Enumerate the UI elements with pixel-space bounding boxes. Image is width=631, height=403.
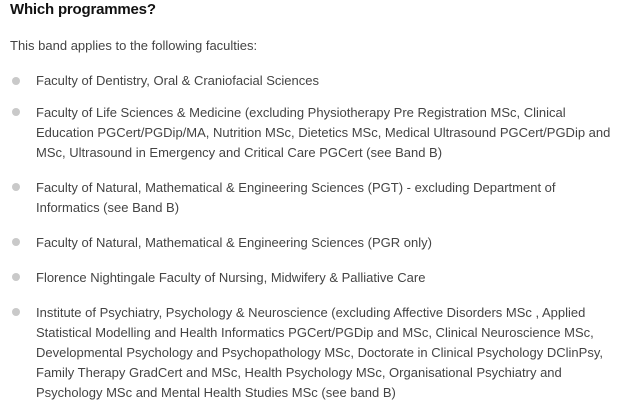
list-item — [10, 303, 621, 403]
list-item — [10, 233, 621, 253]
bullet-icon — [12, 108, 20, 116]
faculty-list — [10, 72, 621, 403]
faculty-nmes-pgt: Faculty of Natural, Mathematical & Engineering Sciences (PGT) - excluding Department of Informatics (see Band B) — [36, 180, 556, 215]
bullet-icon — [12, 308, 20, 316]
list-item — [10, 72, 621, 90]
faculty-dentistry: Faculty of Dentistry, Oral & Craniofacial Sciences — [36, 73, 319, 88]
list-item — [10, 178, 621, 218]
faculty-nursing: Florence Nightingale Faculty of Nursing, Midwifery & Palliative Care — [36, 270, 426, 285]
bullet-icon — [12, 273, 20, 281]
list-item — [10, 268, 621, 288]
faculty-life-sciences: Faculty of Life Sciences & Medicine (excluding Physiotherapy Pre Registration MSc, Clinical Education PGCert/PGDip/MA, Nutrition MSc, Dietetics MSc, Medical Ultrasound PGCert/PGDip and MSc, Ultrasound in Emergency and Critical Care PGCert (see Band B) — [36, 105, 611, 160]
bullet-icon — [12, 77, 20, 85]
bullet-icon — [12, 238, 20, 246]
section-intro: This band applies to the following faculties: — [10, 38, 258, 53]
faculty-psychiatry: Institute of Psychiatry, Psychology & Neuroscience (excluding Affective Disorders MSc , Applied Statistical Modelling and Health Informatics PGCert/PGDip and MSc, Clinical Neuroscience MSc, Developmental Psychology and Psychopathology MSc, Doctorate in Clinical Psychology DClinPsy, Family Therapy GradCert and MSc, Health Psychology MSc, Organisational Psychiatry and Psychology MSc and Mental Health Studies MSc (see band B) — [36, 305, 603, 400]
section-title: Which programmes? — [10, 1, 156, 18]
list-item — [10, 103, 621, 163]
faculty-nmes-pgr: Faculty of Natural, Mathematical & Engineering Sciences (PGR only) — [36, 235, 432, 250]
bullet-icon — [12, 183, 20, 191]
